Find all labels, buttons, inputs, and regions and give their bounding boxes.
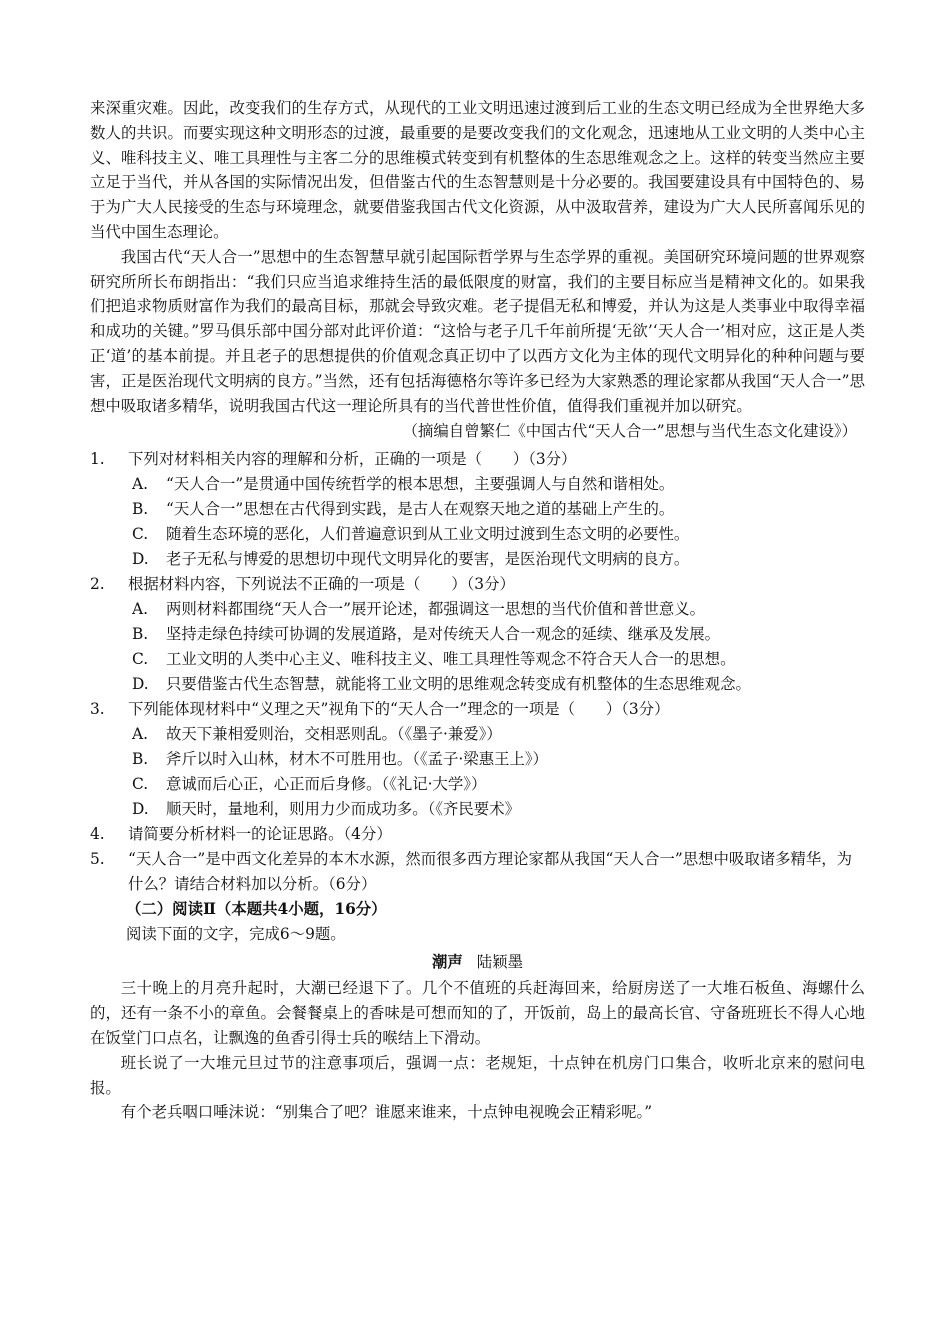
option-letter: D.	[132, 550, 149, 569]
option-b	[90, 497, 865, 522]
option-text: 工业文明的人类中心主义、唯科技主义、唯工具理性等观念不符合天人合一的思想。	[166, 650, 736, 669]
question-number: 1.	[90, 450, 105, 469]
question-text: 请简要分析材料一的论证思路。（4分）	[128, 825, 392, 844]
option-c	[90, 647, 865, 672]
option-text: 意诚而后心正，心正而后身修。（《礼记·大学》）	[166, 775, 487, 794]
story-paragraph: 有个老兵咽口唾沫说：“别集合了吧？谁愿来谁来，十点钟电视晚会正精彩呢。”	[120, 1103, 653, 1122]
question-3	[90, 697, 865, 822]
option-letter: B.	[132, 750, 149, 769]
option-letter: D.	[132, 800, 149, 819]
option-text: 斧斤以时入山林，材木不可胜用也。（《孟子·梁惠王上》）	[166, 750, 548, 769]
story-paragraph: 三十晚上的月亮升起时，大潮已经退下了。几个不值班的兵赶海回来，给厨房送了一大堆石板鱼、海螺什么的，还有一条不小的章鱼。会餐餐桌上的香味是可想而知的了，开饭前，岛上的最高长官、守备班班长不得人心地在饭堂门口点名，让飘逸的鱼香引得士兵的喉结上下滑动。	[90, 979, 865, 1047]
question-number: 2.	[90, 575, 105, 594]
option-text: 两则材料都围绕“天人合一”展开论述，都强调这一思想的当代价值和普世意义。	[166, 600, 706, 619]
option-text: 故天下兼相爱则治，交相恶则乱。（《墨子·兼爱》）	[166, 725, 502, 744]
question-1	[90, 447, 865, 572]
question-text: “天人合一”是中西文化差异的本木水源，然而很多西方理论家都从我国“天人合一”思想中吸取诸多精华，为什么？请结合材料加以分析。（6分）	[128, 850, 853, 894]
option-c	[90, 772, 865, 797]
option-text: 老子无私与博爱的思想切中现代文明异化的要害，是医治现代文明病的良方。	[166, 550, 690, 569]
option-letter: C.	[132, 525, 149, 544]
question-number: 4.	[90, 825, 105, 844]
option-text: 顺天时，量地利，则用力少而成功多。（《齐民要术》	[166, 800, 520, 819]
story-paragraph: 班长说了一大堆元旦过节的注意事项后，强调一点：老规矩，十点钟在机房门口集合，收听北京来的慰问电报。	[90, 1053, 865, 1097]
option-letter: B.	[132, 500, 149, 519]
question-4	[90, 822, 865, 847]
option-a	[90, 722, 865, 747]
question-5	[90, 847, 865, 897]
option-letter: A.	[132, 725, 149, 744]
question-text: 下列对材料相关内容的理解和分析，正确的一项是（ ）（3分）	[128, 450, 577, 469]
option-c	[90, 522, 865, 547]
option-d	[90, 547, 865, 572]
option-text: 随着生态环境的恶化，人们普遍意识到从工业文明过渡到生态文明的必要性。	[166, 525, 690, 544]
option-text: 只要借鉴古代生态智慧，就能将工业文明的思维观念转变成有机整体的生态思维观念。	[166, 675, 751, 694]
option-d	[90, 672, 865, 697]
option-b	[90, 622, 865, 647]
section-instruction: 阅读下面的文字，完成6～9题。	[126, 925, 346, 944]
story-title: 潮声	[432, 953, 463, 972]
option-text: “天人合一”思想在古代得到实践，是古人在观察天地之道的基础上产生的。	[166, 500, 675, 519]
section-heading: （二）阅读Ⅱ（本题共4小题，16分）	[126, 900, 387, 919]
option-a	[90, 597, 865, 622]
option-letter: A.	[132, 475, 149, 494]
option-letter: B.	[132, 625, 149, 644]
option-text: “天人合一”是贯通中国传统哲学的根本思想，主要强调人与自然和谐相处。	[166, 475, 675, 494]
exam-page	[90, 96, 865, 1125]
passage-paragraph-1: 来深重灾难。因此，改变我们的生存方式，从现代的工业文明迅速过渡到后工业的生态文明已经成为全世界绝大多数人的共识。而要实现这种文明形态的过渡，最重要的是要改变我们的文化观念，迅速地从工业文明的人类中心主义、唯科技主义、唯工具理性与主客二分的思维模式转变到有机整体的生态思维观念之上。这样的转变当然应主要立足于当代，并从各国的实际情况出发，但借鉴古代的生态智慧则是十分必要的。我国要建设具有中国特色的、易于为广大人民接受的生态与环境理念，就要借鉴我国古代文化资源，从中汲取营养，建设为广大人民所喜闻乐见的当代中国生态理论。	[90, 99, 865, 241]
passage-paragraph-2: 我国古代“天人合一”思想中的生态智慧早就引起国际哲学界与生态学界的重视。美国研究环境问题的世界观察研究所所长布朗指出：“我们只应当追求维持生活的最低限度的财富，我们的主要目标应当是精神文化的。如果我们把追求物质财富作为我们的最高目标，那就会导致灾难。老子提倡无私和博爱，并认为这是人类事业中取得幸福和成功的关键。”罗马俱乐部中国分部对此评价道：“这恰与老子几千年前所提‘无欲’‘天人合一’相对应，这正是人类正‘道’的基本前提。并且老子的思想提供的价值观念真正切中了以西方文化为主体的现代文明异化的种种问题与要害，正是医治现代文明病的良方。”当然，还有包括海德格尔等许多已经为大家熟悉的理论家都从我国“天人合一”思想中吸取诸多精华，说明我国古代这一理论所具有的当代普世性价值，值得我们重视并加以研究。	[90, 247, 865, 415]
question-number: 3.	[90, 700, 105, 719]
story-author: 陆颖墨	[476, 953, 523, 972]
story-title-line	[90, 950, 865, 975]
option-letter: C.	[132, 650, 149, 669]
passage-citation: （摘编自曾繁仁《中国古代“天人合一”思想与当代生态文化建设》）	[402, 422, 857, 441]
question-text: 下列能体现材料中“义理之天”视角下的“天人合一”理念的一项是（ ）（3分）	[128, 700, 670, 719]
question-number: 5.	[90, 850, 105, 869]
option-letter: A.	[132, 600, 149, 619]
option-a	[90, 472, 865, 497]
option-letter: C.	[132, 775, 149, 794]
option-d	[90, 797, 865, 822]
option-text: 坚持走绿色持续可协调的发展道路，是对传统天人合一观念的延续、继承及发展。	[166, 625, 721, 644]
option-b	[90, 747, 865, 772]
question-text: 根据材料内容，下列说法不正确的一项是（ ）（3分）	[128, 575, 515, 594]
question-2	[90, 572, 865, 697]
option-letter: D.	[132, 675, 149, 694]
